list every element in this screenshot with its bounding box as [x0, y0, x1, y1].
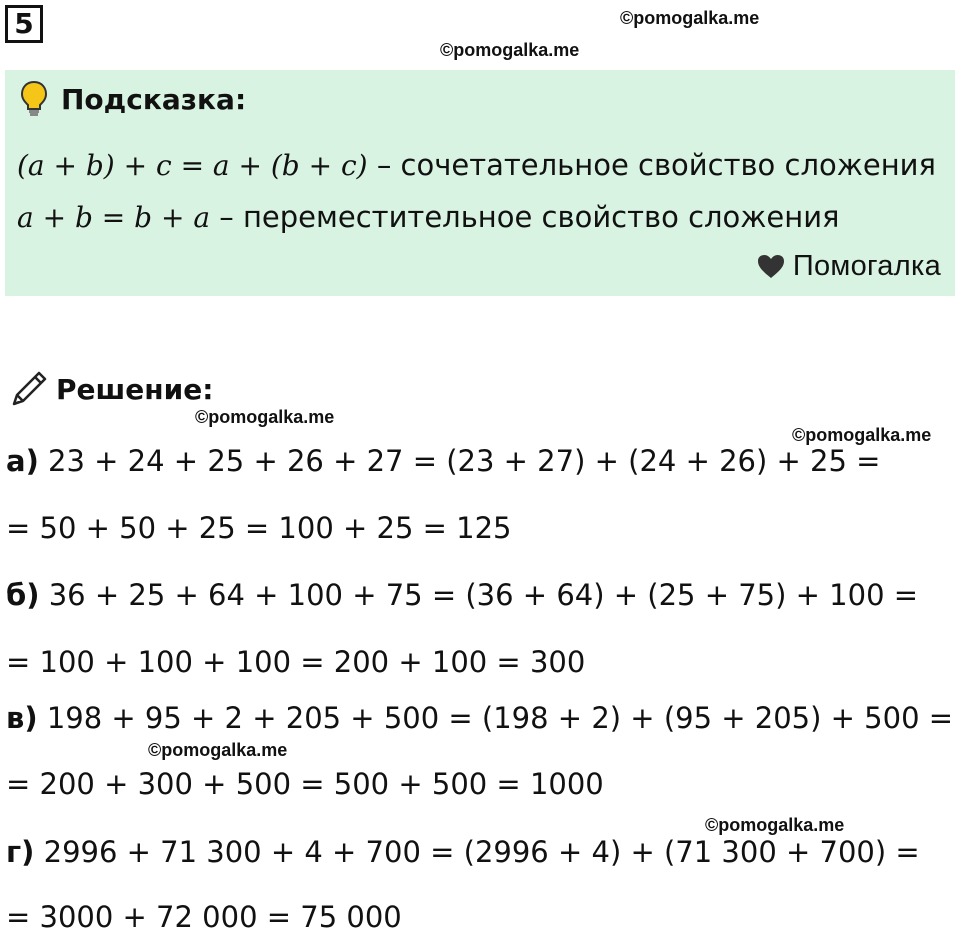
expression: = 200 + 300 + 500 = 500 + 500 = 1000 [6, 767, 604, 801]
item-label: г) [6, 835, 35, 869]
solution-line [6, 835, 920, 869]
expression: 2996 + 71 300 + 4 + 700 = (2996 + 4) + (71 300 + 700) = [34, 835, 920, 869]
solution-line [6, 578, 918, 612]
watermark: ©pomogalka.me [195, 407, 335, 427]
watermark: ©pomogalka.me [792, 425, 932, 445]
expression: 198 + 95 + 2 + 205 + 500 = (198 + 2) + (95 + 205) + 500 = [37, 701, 954, 735]
watermark: ©pomogalka.me [620, 8, 760, 28]
formula-commutative [17, 200, 840, 234]
solution-line [6, 701, 953, 735]
expression: = 50 + 50 + 25 = 100 + 25 = 125 [6, 511, 512, 545]
watermark: ©pomogalka.me [148, 740, 288, 760]
expression: 23 + 24 + 25 + 26 + 27 = (23 + 27) + (24 + 26) + 25 = [38, 444, 881, 478]
formula-expression: a + b = b + a [17, 201, 211, 234]
brand-name: Помогалка [792, 250, 941, 282]
item-label: б) [6, 578, 40, 612]
pencil-icon [8, 368, 50, 410]
heart-icon [757, 254, 785, 280]
solution-line [6, 767, 604, 801]
hint-box [5, 70, 955, 296]
watermark: ©pomogalka.me [705, 815, 845, 835]
hint-header [19, 80, 246, 118]
item-label: в) [6, 701, 38, 735]
formula-associative [17, 148, 936, 182]
brand [757, 250, 941, 283]
solution-line [6, 444, 880, 478]
solution-line [6, 645, 585, 679]
expression: 36 + 25 + 64 + 100 + 75 = (36 + 64) + (25 + 75) + 100 = [39, 578, 919, 612]
solution-header [8, 368, 213, 410]
solution-title: Решение: [56, 372, 214, 406]
formula-description: – сочетательное свойство сложения [367, 148, 936, 182]
expression: = 3000 + 72 000 = 75 000 [6, 900, 402, 934]
formula-description: – переместительное свойство сложения [210, 200, 840, 234]
solution-line [6, 900, 402, 934]
hint-title: Подсказка: [61, 82, 247, 116]
solution-line [6, 511, 512, 545]
watermark: ©pomogalka.me [440, 40, 580, 60]
lightbulb-icon [19, 80, 49, 118]
expression: = 100 + 100 + 100 = 200 + 100 = 300 [6, 645, 586, 679]
item-label: а) [6, 444, 39, 478]
task-number: 5 [5, 5, 43, 43]
formula-expression: (a + b) + c = a + (b + c) [17, 149, 368, 182]
